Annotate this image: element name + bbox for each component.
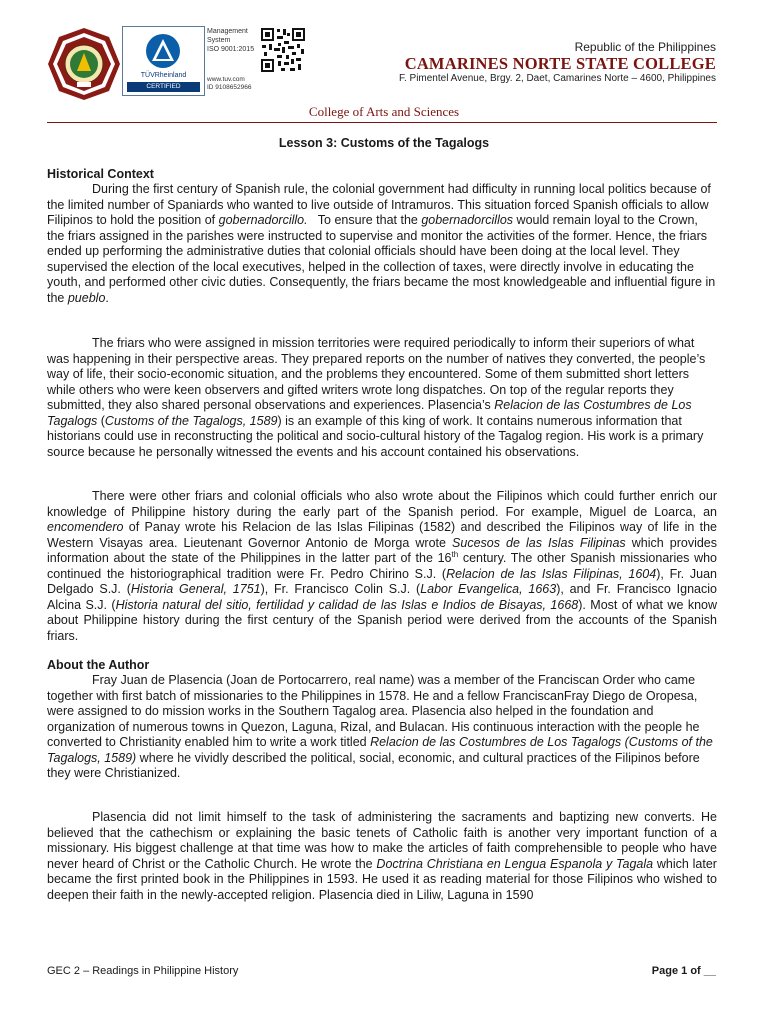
- school-address: F. Pimentel Avenue, Brgy. 2, Daet, Camarines Norte – 4600, Philippines: [398, 73, 716, 84]
- tuv-name: TÜVRheinland: [140, 72, 187, 79]
- text-run: Plasencia did not limit himself to the task of administering the sacraments and baptizing new converts. He believed that the cathechism or explaining the basic tenets of Catholic faith is another very important function of a missionary. His biggest challenge at that time was how to make the articles of faith comprehensible to people who have never heard of Christ or the Catholic Church. He wrote the: [47, 810, 721, 871]
- text-run: (: [97, 413, 105, 428]
- school-name: CAMARINES NORTE STATE COLLEGE: [404, 54, 716, 73]
- section-heading: Historical Context: [47, 167, 154, 181]
- italic-term: Historia natural del sitio, fertilidad y calidad de las Islas e Indios de Bisayas, 1668: [115, 597, 579, 612]
- italic-term: gobernadorcillo.: [218, 213, 308, 227]
- italic-term: Customs of the Tagalogs, 1589: [104, 413, 278, 428]
- text-run: century. The other Spanish missionaries who continued the historiographical tradition were Fr. Pedro Chirino S.J. (: [47, 551, 721, 581]
- text-run: ), Fr. Juan Delgado S.J. (: [47, 566, 721, 596]
- header-divider: [47, 122, 717, 123]
- italic-term: gobernadorcillos: [421, 213, 514, 227]
- government-label: Republic of the Philippines: [574, 40, 716, 54]
- paragraph: [47, 810, 721, 903]
- text-run: of Panay wrote his Relacion de las Islas Filipinas (1582) and described the Filipinos way of life in the Western Visayas area. Lieutenant Governor Antonio de Morga wrote: [47, 520, 721, 550]
- school-seal-icon: [47, 27, 121, 101]
- text-run: which later became the first printed book in the Philippines in 1593. He used it as reading material for those Filipinos who wished to deepen their faith in the newly-accepted religion. Plasencia died in Liliw, Laguna in 1590: [47, 856, 721, 902]
- italic-term: Relacion de las Costumbres de Los Tagalogs: [47, 398, 692, 428]
- qr-code-icon: [260, 27, 306, 73]
- college-name: College of Arts and Sciences: [308, 104, 460, 119]
- text-run: would remain loyal to the Crown, the friars assigned in the parishes were instructed to supervise and monitor the activities of the former. Hence, the friars ended up performing the administrative duties that colonial officials should have been doing at the local level. They supervised the election of the local executives, helped in the collection of taxes, were directly involve in educating the youth, and performed other civic duties. Consequently, the friars became the most knowledgeable and influential figure in the: [47, 213, 719, 305]
- italic-term: Labor Evangelica, 1663: [420, 582, 557, 596]
- italic-term: Historia General, 1751: [130, 582, 261, 596]
- tuv-certification-badge: [122, 26, 205, 96]
- tuv-certified-label: CERTIFIED: [127, 82, 200, 92]
- certification-id: ID 9108652966: [207, 84, 252, 91]
- management-system-text: [207, 27, 254, 54]
- italic-term: Relacion de las Costumbres de Los Tagalogs (Customs of the Tagalogs, 1589): [47, 735, 713, 765]
- italic-term: Doctrina Christiana en Lengua Espanola y Tagala: [376, 856, 654, 871]
- management-line: ISO 9001:2015: [207, 46, 255, 53]
- text-run: To ensure that the: [307, 213, 422, 227]
- certification-web-info: [207, 76, 251, 92]
- paragraph: [47, 489, 721, 644]
- text-run: ), Fr. Francisco Colin S.J. (: [260, 582, 421, 596]
- section-heading: About the Author: [47, 658, 150, 672]
- paragraph: [47, 182, 717, 306]
- certification-website: www.tuv.com: [207, 76, 245, 83]
- text-run: ). Most of what we know about Philippine history during the first century of the Spanish period were derived from the accounts of the Spanish friars.: [47, 597, 721, 643]
- text-run: ) is an example of this king of work. It contains numerous information that historians could use in reconstructing the political and socio-cultural history of the Tagalog region. His work is a primary source because he personally witnessed the events and his account contained his observations.: [47, 413, 707, 459]
- text-run: The friars who were assigned in mission territories were required periodically to inform their superiors of what was happening in their perspective areas. They prepared reports on the number of natives they converted, the people’s way of life, their socio-economic situation, and the problems they encountered. Some of them submitted short letters while others who were keen observers and gifted writers wrote long dispatches. On top of the regular reports they submitted, they also shared personal observations and experiences. Plasencia’s: [47, 336, 709, 412]
- management-line: Management: [207, 28, 248, 35]
- text-run: Fray Juan de Plasencia (Joan de Portocarrero, real name) was a member of the Franciscan Order who came together with first batch of missionaries to the Philippines in 1578. He and a fellow FranciscanFray Diego de Oropesa, were assigned to do mission works in the Southern Tagalog area. Plasencia also helped in the foundation and organization of numerous towns in Quezon, Laguna, Rizal, and Bulacan. His continuous interaction with the people he converted to Christianity enabled him to write a work titled: [47, 673, 703, 749]
- italic-term: Relacion de las Islas Filipinas, 1604: [446, 566, 657, 581]
- text-run: which provides information about the state of the Philippines in the latter part of the 16: [47, 535, 721, 565]
- footer-course: GEC 2 – Readings in Philippine History: [47, 965, 239, 977]
- paragraph: [47, 673, 717, 782]
- text-run: ), and Fr. Francisco Ignacio Alcina S.J. (: [47, 582, 720, 612]
- text-run: There were other friars and colonial officials who also wrote about the Filipinos which could further enrich our knowledge of Philippine history during the early part of the Spanish period. For example, Miguel de Loarca, an: [47, 489, 721, 519]
- text-run: where he vividly described the political, social, economic, and cultural practices of the Filipinos before they were Christianized.: [47, 750, 704, 780]
- italic-term: pueblo: [67, 290, 106, 305]
- management-line: System: [207, 37, 231, 44]
- superscript: th: [451, 549, 459, 559]
- paragraph: [47, 336, 717, 460]
- text-run: During the first century of Spanish rule, the colonial government had difficulty in running local politics because of the limited number of Spaniards who wanted to live outside of Intramuros. This situation forced Spanish officials to allow Filipinos to hold the position of: [47, 182, 715, 227]
- lesson-title: Lesson 3: Customs of the Tagalogs: [278, 136, 490, 150]
- italic-term: Sucesos de las Islas Filipinas: [452, 535, 626, 550]
- italic-term: encomendero: [47, 520, 124, 534]
- text-run: .: [105, 290, 109, 305]
- tuv-certification-icon: [131, 31, 195, 71]
- footer-page-number: Page 1 of __: [651, 965, 716, 977]
